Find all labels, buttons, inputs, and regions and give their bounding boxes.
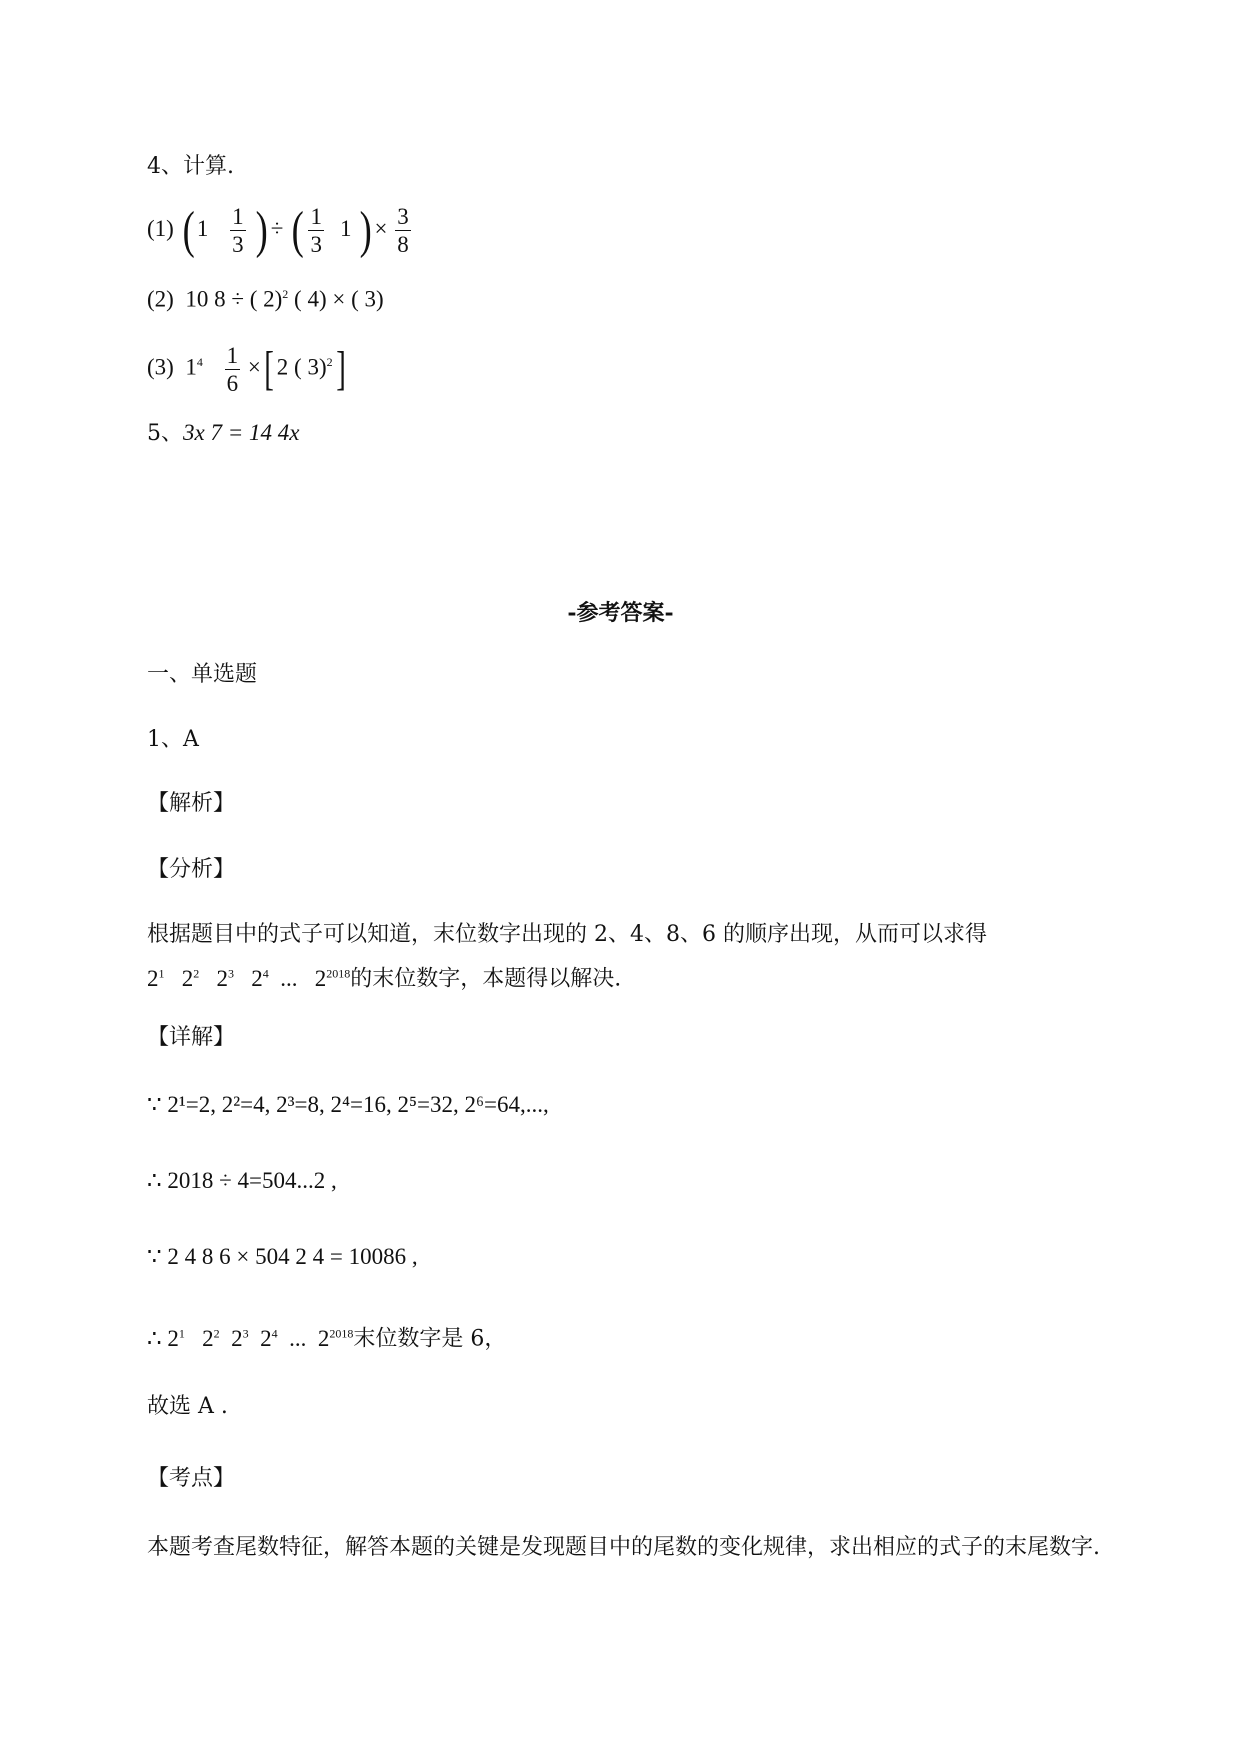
answer-1: 1、A [147,727,199,752]
section-heading: 一、单选题 [147,662,258,687]
answer-title: -参考答案- [567,600,674,626]
kaodian-text: 本题考查尾数特征，解答本题的关键是发现题目中的尾数的变化规律，求出相应的式子的末尾数字. [147,1535,1100,1560]
fraction: $\frac{3}{8}$ [397,204,409,257]
question-4-part-1: (1) ( 1 $\frac{1}{3}$ ) ÷ ( $\frac{1}{3}$ 1 ) × $\frac{3}{8}$ [147,201,409,259]
step-3: ∵ 2 4 8 6 × 504 2 4 = 10086 , [147,1244,418,1269]
step-1: ∵ 2¹=2, 2²=4, 2³=8, 2⁴=16, 2⁵=32, 2⁶=64,..., [147,1092,549,1117]
part-label: (1) [147,215,174,241]
tag-jiexi: 【解析】 [147,791,236,816]
step-2: ∴ 2018 ÷ 4=504...2 , [147,1168,337,1193]
tag-kaodian: 【考点】 [147,1466,236,1491]
tag-fenxi: 【分析】 [147,857,236,882]
question-4-part-2: (2) 10 8 ÷ ( 2)$^2$ ( 4) × ( 3) [147,286,384,312]
fraction: $\frac{1}{3}$ [232,204,244,257]
choose-answer: 故选 A . [147,1394,228,1419]
question-4-heading: 4、计算. [147,154,234,179]
fraction: $\frac{1}{6}$ [226,342,239,396]
fenxi-line-2: $2^1$ $2^2$ $2^3$ $2^4$ ... $2^{2018}$的末位数字，本题得以解决. [147,965,622,992]
question-5: 5、3x 7 = 14 4x [147,420,300,446]
fenxi-line-1: 根据题目中的式子可以知道，末位数字出现的 2、4、8、6 的顺序出现，从而可以求得 [147,922,987,947]
fraction: $\frac{1}{3}$ [310,204,322,257]
step-4: ∴ $2^1$ $2^2$ $2^3$ $2^4$ ... $2^{2018}$末位数字是 6， [147,1325,507,1352]
tag-xiangjie: 【详解】 [147,1025,236,1050]
question-4-part-3: (3) $1^4$ $\frac{1}{6}$ ×[ 2 ( 3)$^2$] [147,342,346,396]
